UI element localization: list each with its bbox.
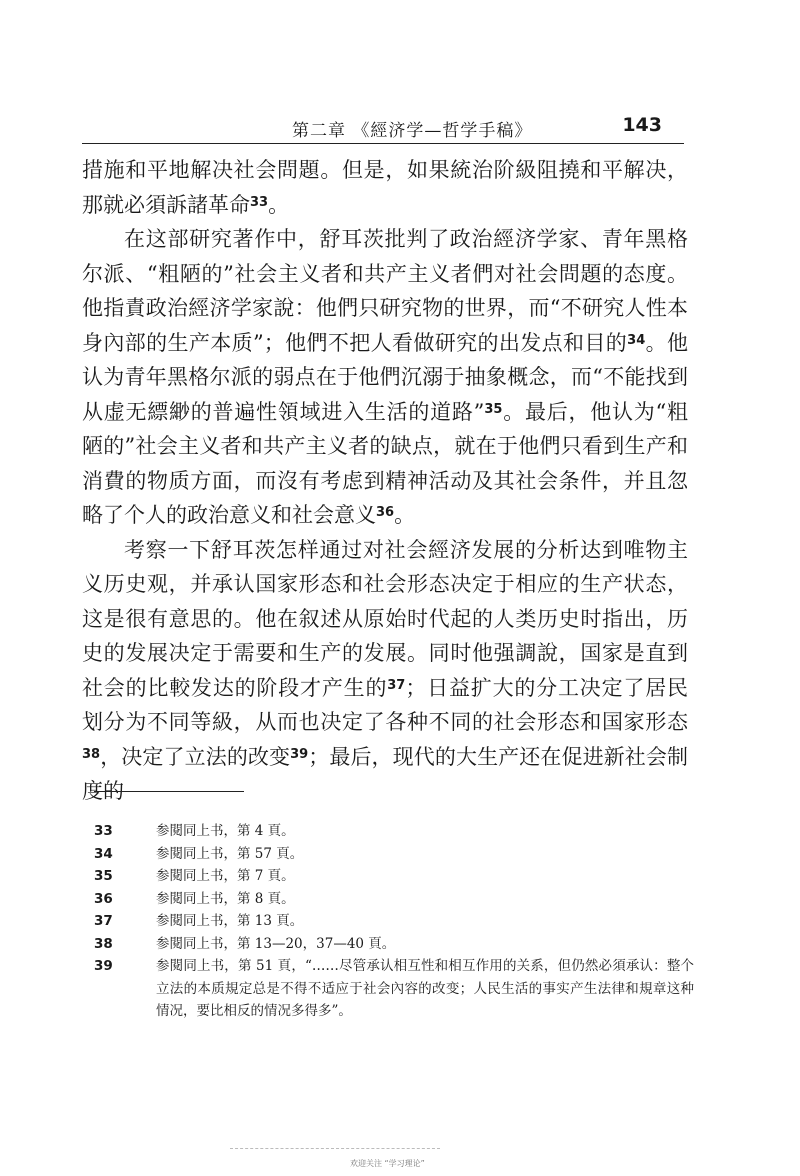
footnote-number: 37 (94, 913, 113, 929)
chapter-title: 第二章 《經济学—哲学手稿》 (292, 121, 533, 141)
header-divider (82, 143, 684, 144)
footnote-number: 39 (94, 958, 113, 974)
footnote-ref[interactable]: 36 (376, 505, 395, 520)
footnote-number: 36 (94, 890, 113, 907)
paragraph-text: 。 (268, 192, 290, 217)
main-text (82, 153, 688, 809)
footnote-ref[interactable]: 39 (290, 746, 309, 762)
footnote-ref[interactable]: 37 (387, 677, 406, 693)
footnote-text: 参閱同上书，第 4 頁。 (156, 823, 295, 839)
footnote-number: 35 (94, 868, 113, 884)
footnote-text: 参閱同上书，第 13 頁。 (156, 913, 304, 929)
footnote (94, 820, 694, 843)
footnote (94, 843, 694, 866)
footnote-number: 34 (94, 845, 113, 862)
paragraph-text: ；日益扩大的分工决定了居民划分为不同等級，从而也决定了各种不同的社会形态和国家形态 (82, 675, 689, 734)
paragraph-text: ，决定了立法的改变 (100, 744, 291, 769)
footnote-number: 33 (94, 823, 113, 839)
footnote-ref[interactable]: 35 (484, 401, 503, 417)
footnote-ref[interactable]: 33 (250, 194, 269, 210)
footnote (94, 933, 694, 956)
paragraph-text: 措施和平地解决社会問題。但是，如果統治阶級阻撓和平解决，那就必須訴諸革命 (82, 158, 688, 217)
footnote (94, 910, 694, 933)
running-header (82, 112, 682, 140)
footnote-text: 参閱同上书，第 57 頁。 (156, 845, 304, 862)
footnote-ref[interactable]: 34 (627, 332, 646, 348)
footnote-text: 参閱同上书，第 51 頁，“……尽管承认相互性和相互作用的关系，但仍然必須承认：整个立法的本质規定总是不得不适应于社会內容的改变；人民生活的事实产生法律和規章这种情况，要比相反的情况多得多”。 (156, 958, 694, 1019)
watermark-text: 欢迎关注 “学习理论” (350, 1159, 425, 1168)
footnote-divider (94, 791, 244, 792)
paragraph-text: 。 (394, 503, 416, 527)
paragraph-text: 。他认为青年黑格尔派的弱点在于他們沉溺于抽象概念，而“不能找到从虚无縹緲的普遍性領域进入生活的道路” (82, 330, 689, 424)
footnotes-section (94, 820, 694, 1023)
paragraph (82, 222, 688, 533)
paragraph-text: 考察一下舒耳茨怎样通过对社会經济发展的分析达到唯物主义历史观，并承认国家形态和社会形态决定于相应的生产状态，这是很有意思的。他在叙述从原始时代起的人类历史时指出，历史的发展决定于需要和生产的发展。同时他强調說，国家是直到社会的比較发达的阶段才产生的 (82, 537, 688, 700)
paragraph (82, 153, 688, 222)
page-number: 143 (622, 114, 662, 136)
paragraph-text: ；最后，现代的大生产还在促进新社会制度的 (82, 744, 689, 803)
footnote-ref[interactable]: 38 (82, 746, 101, 762)
scan-artifact (230, 1148, 440, 1153)
paragraph (82, 533, 688, 809)
footnote (94, 955, 694, 1023)
footnote (94, 888, 694, 911)
paragraph-text: 。最后，他认为“粗陋的”社会主义者和共产主义者的缺点，就在于他們只看到生产和消費的物质方面，而沒有考虑到精神活动及其社会条件，并且忽略了个人的政治意义和社会意义 (82, 399, 688, 527)
footnote-number: 38 (94, 935, 113, 952)
footnote-text: 参閱同上书，第 13—20，37—40 頁。 (156, 935, 396, 952)
footnote-text: 参閱同上书，第 8 頁。 (156, 890, 295, 907)
footnote-text: 参閱同上书，第 7 頁。 (156, 868, 295, 884)
footnote (94, 865, 694, 888)
paragraph-text: 在这部研究著作中，舒耳茨批判了政治經济学家、青年黑格尔派、“粗陋的”社会主义者和共产主义者們对社会問題的态度。他指責政治經济学家說：他們只研究物的世界，而“不研究人性本身內部的生产本质”；他們不把人看做研究的出发点和目的 (82, 227, 688, 355)
